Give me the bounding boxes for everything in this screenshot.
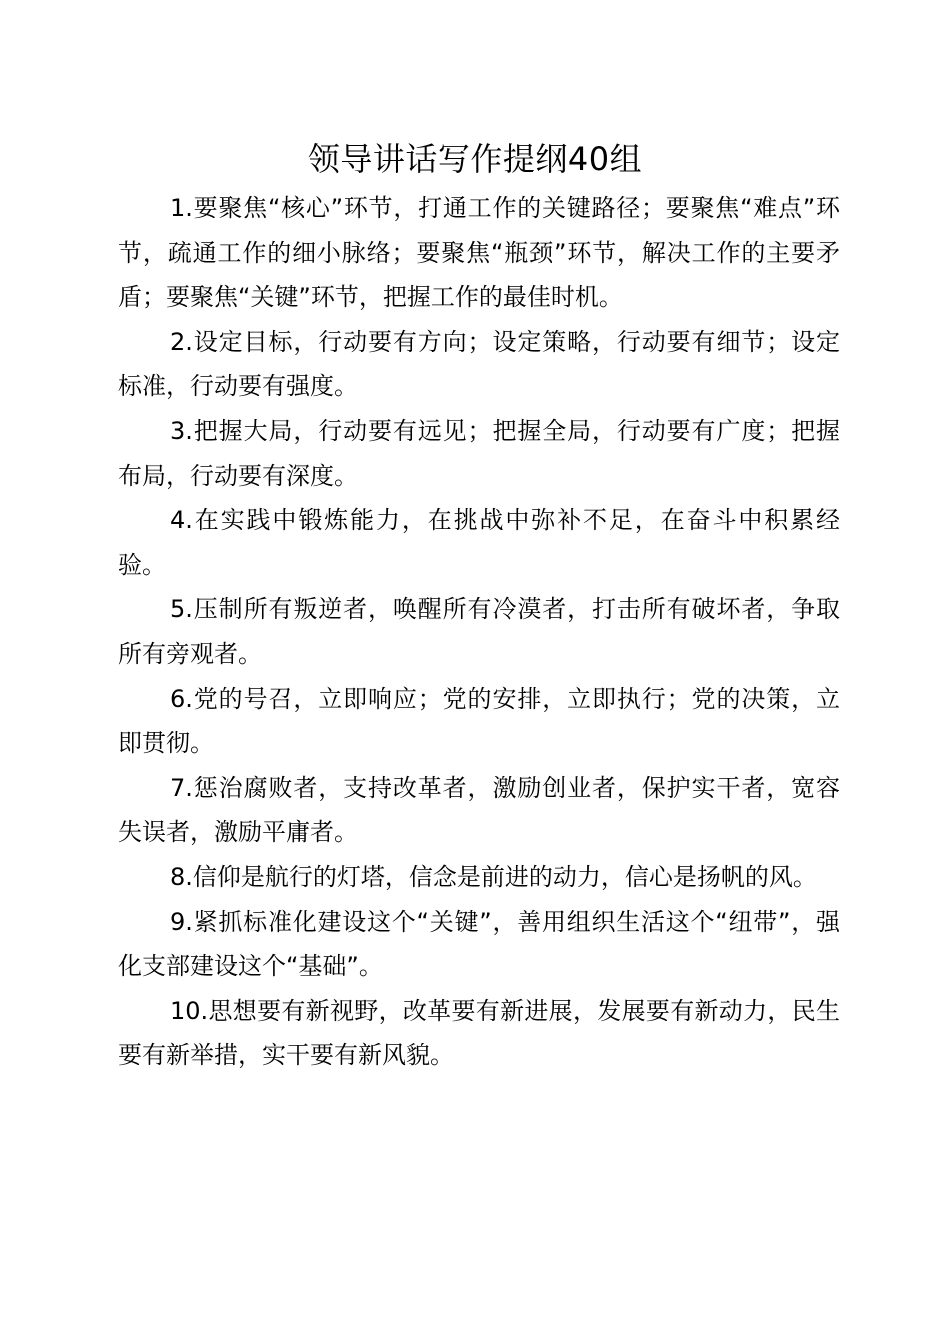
document-title: 领导讲话写作提纲40组 [307,140,643,178]
outline-item-8: 8.信仰是航行的灯塔，信念是前进的动力，信心是扬帆的风。 [170,862,817,891]
outline-item-9: 9.紧抓标准化建设这个“关键”，善用组织生活这个“纽带”，强化支部建设这个“基础”。 [118,907,840,981]
outline-item-4: 4.在实践中锻炼能力，在挑战中弥补不足，在奋斗中积累经验。 [118,506,840,579]
outline-item-6: 6.党的号召，立即响应；党的安排，立即执行；党的决策，立即贯彻。 [118,684,840,758]
outline-item-5: 5.压制所有叛逆者，唤醒所有冷漠者，打击所有破坏者，争取所有旁观者。 [118,595,840,668]
outline-item-2: 2.设定目标，行动要有方向；设定策略，行动要有细节；设定标准，行动要有强度。 [118,327,840,401]
outline-item-1: 1.要聚焦“核心”环节，打通工作的关键路径；要聚焦“难点”环节，疏通工作的细小脉络；要聚焦“瓶颈”环节，解决工作的主要矛盾；要聚焦“关键”环节，把握工作的最佳时机。 [118,194,840,312]
outline-item-7: 7.惩治腐败者，支持改革者，激励创业者，保护实干者，宽容失误者，激励平庸者。 [118,773,840,847]
outline-item-10: 10.思想要有新视野，改革要有新进展，发展要有新动力，民生要有新举措，实干要有新风貌。 [118,996,840,1070]
outline-item-3: 3.把握大局，行动要有远见；把握全局，行动要有广度；把握布局，行动要有深度。 [118,416,840,490]
document-body [118,186,840,1078]
